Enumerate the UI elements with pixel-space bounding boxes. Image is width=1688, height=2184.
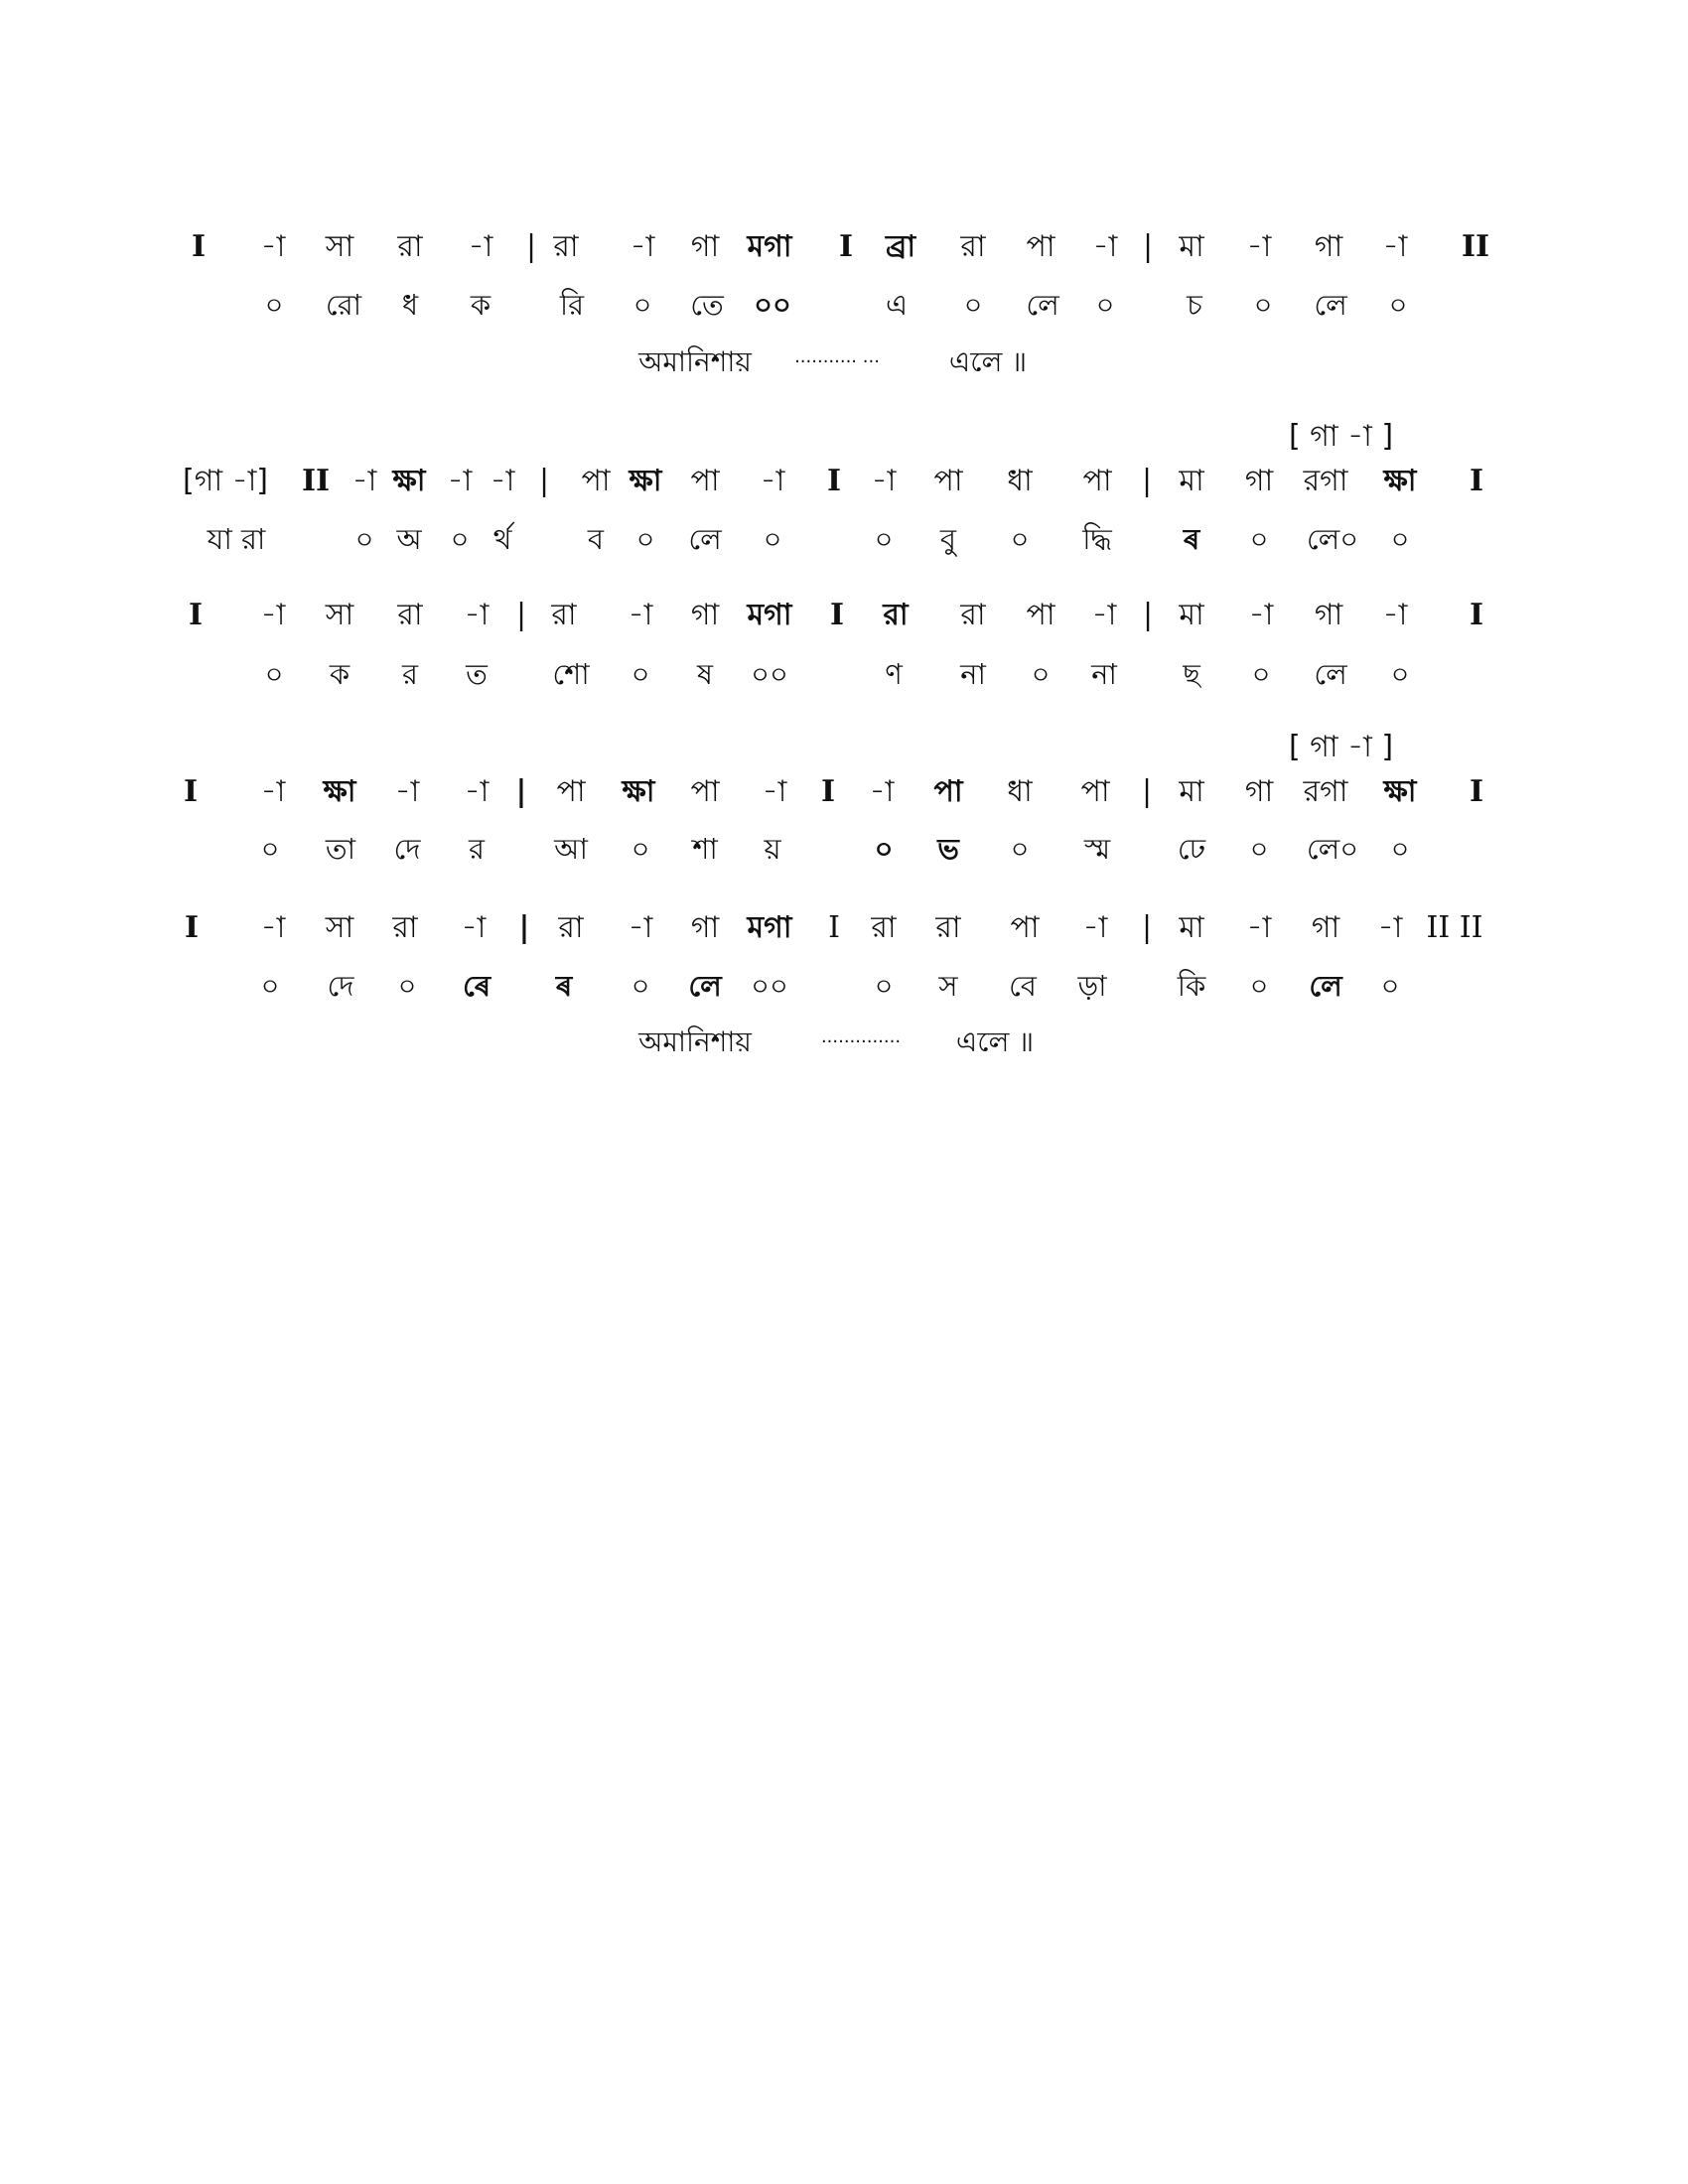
syllable: শো [552,657,590,691]
syllable: ০ [1249,969,1269,1003]
swara: -া [468,229,493,264]
syllable: ভ [937,832,959,866]
lyric-line-3 [0,649,1688,699]
swara: -া [869,774,895,809]
beat-divider: | [515,774,527,809]
swara: -া [260,598,286,632]
swara: রা [883,598,909,632]
syllable: ০ [1253,288,1273,322]
lyric-line-2 [0,514,1688,564]
bar-line: I [1469,598,1484,632]
syllable: ০ [450,522,470,556]
swara: -া [447,464,473,498]
swara: রগা [1303,464,1348,498]
swara: পা [1026,598,1055,632]
syllable: ০ [260,832,280,866]
swara: -া [628,910,653,945]
swara: -া [260,229,286,264]
swara: মা [1179,774,1204,809]
swara: গা [690,910,720,945]
syllable: ০ [631,969,650,1003]
swara: রা [935,910,961,945]
swara: -া [762,774,787,809]
swara: রা [397,229,423,264]
refrain-line-1 [0,338,1688,387]
beat-divider: | [1141,774,1153,809]
beat-divider: | [515,598,527,632]
syllable: দে [393,832,421,866]
syllable: ০ [354,522,374,556]
bar-line-double: II [301,464,331,498]
bar-line: I [1469,464,1484,498]
syllable: ০ [397,969,417,1003]
swara: -া [1248,598,1274,632]
alternate-note-bracket: [ গা -া ] [1289,419,1394,454]
swara: ক্ষা [629,464,662,498]
syllable: ০ [1380,969,1400,1003]
syllable: না [1091,657,1117,691]
syllable: ০ [874,969,894,1003]
syllable: শা [692,832,718,866]
beat-divider: | [1141,910,1153,945]
swara: সা [325,910,354,945]
syllable: ০ [763,522,782,556]
syllable: যা রা [207,522,266,556]
notation-line-1 [0,222,1688,272]
swara: -া [1246,229,1272,264]
syllable: লে [1309,969,1342,1003]
swara: গা [1311,910,1340,945]
bar-line: I [828,910,840,945]
swara: গা [690,598,720,632]
syllable: দে [327,969,354,1003]
syllable: এ [885,288,909,322]
syllable: ৰ [1183,522,1200,556]
lyric-line-5 [0,961,1688,1011]
swara: -া [630,229,655,264]
bar-line: I [183,774,199,809]
swara: সা [325,229,354,264]
syllable: ৰ [555,969,573,1003]
refrain-end: এলে ॥ [955,1025,1035,1058]
swara: -া [1091,598,1117,632]
syllable: ০ [1249,832,1269,866]
swara: গা [690,229,720,264]
swara: -া [1246,910,1272,945]
swara: ক্ষা [392,464,426,498]
beat-divider: | [1142,229,1154,264]
syllable: কি [1177,969,1206,1003]
swara: -া [394,774,420,809]
swara: মগা [747,910,792,945]
swara: -া [1092,229,1118,264]
syllable: ক [470,288,492,322]
beat-divider: | [538,464,550,498]
beat-divider: | [1142,598,1154,632]
swara: মা [1179,598,1204,632]
swara: -া [1382,229,1408,264]
syllable: লে [1026,288,1059,322]
syllable: বে [1009,969,1037,1003]
swara: পা [933,464,963,498]
syllable: ০ [1390,832,1410,866]
beat-divider: | [518,910,530,945]
syllable: ০ [1251,657,1271,691]
swara: -া [352,464,377,498]
swara: ধা [1007,464,1033,498]
syllable: স্ম [1083,832,1111,866]
syllable: লে [1314,288,1347,322]
syllable: ক [329,657,351,691]
syllable: ০ [874,522,894,556]
refrain-line-2 [0,1018,1688,1067]
swara: রা [960,229,986,264]
refrain-dots: ··········· ··· [794,351,880,372]
syllable: ০ [631,657,650,691]
bar-line: I [191,229,207,264]
syllable: বু [939,522,957,556]
syllable: ০ [1390,522,1410,556]
syllable: ০ [1249,522,1269,556]
syllable: লে [688,522,722,556]
syllable: য় [764,832,781,866]
syllable: ঢে [1177,832,1206,866]
swara: মা [1179,464,1204,498]
syllable: লে০ [1306,522,1359,556]
swara: -া [760,464,785,498]
swara: পা [556,774,586,809]
syllable: র [469,832,485,866]
notation-line-4 [0,767,1688,817]
syllable: ০ [1388,288,1408,322]
bar-line: I [826,464,842,498]
swara: রা [553,229,579,264]
syllable: ০ [260,969,280,1003]
lyric-line-1 [0,280,1688,330]
swara: ক্ষা [323,774,356,809]
swara: রা [558,910,584,945]
syllable: র্থ [492,522,512,556]
syllable: আ [554,832,588,866]
syllable: ছ [1183,657,1200,691]
swara: পা [690,774,720,809]
swara: -া [260,774,286,809]
swara: মা [1179,910,1204,945]
swara: -া [1082,910,1108,945]
swara: -া [464,598,490,632]
syllable: ০ [1095,288,1115,322]
swara: পা [581,464,611,498]
swara: ধা [1007,774,1033,809]
swara: মগা [747,229,792,264]
bar-line: I [838,229,854,264]
swara: মগা [747,598,792,632]
swara: রা [960,598,986,632]
swara: -া [871,464,897,498]
swara: রগা [1303,774,1348,809]
swara: রা [392,910,418,945]
syllable: ০ [1010,832,1030,866]
syllable: দ্ধি [1082,522,1112,556]
swara: পা [690,464,720,498]
syllable: ড়া [1077,969,1107,1003]
bar-line: I [829,598,845,632]
swara: রা [551,598,577,632]
refrain-end: এলে ॥ [948,345,1028,378]
syllable: ণ [885,657,903,691]
syllable: ত [466,657,488,691]
swara: পা [1082,464,1112,498]
syllable: না [960,657,986,691]
syllable: তা [325,832,356,866]
syllable: ষ [697,657,713,691]
syllable: ০ [264,288,284,322]
syllable: ০ [1010,522,1030,556]
swara: -া [260,910,286,945]
notation-line-5 [0,903,1688,953]
syllable: চ [1187,288,1202,322]
syllable: তে [690,288,724,322]
beat-divider: | [1141,464,1153,498]
bar-line-double: II [1461,229,1490,264]
syllable: লে০ [1306,832,1359,866]
syllable: অ [396,522,422,556]
swara: -া [628,598,653,632]
bar-line: I [820,774,836,809]
swara: রা [871,910,897,945]
notation-line-3 [0,591,1688,640]
swara: মা [1179,229,1204,264]
swara: -া [464,774,490,809]
syllable: লে [688,969,722,1003]
syllable: ০ [633,288,652,322]
swara: পা [933,774,963,809]
final-bar-line: II II [1426,910,1483,945]
swara: ক্ষা [622,774,655,809]
syllable: রো [325,288,362,322]
syllable: ০ [1390,657,1410,691]
syllable: ৰে [462,969,492,1003]
bar-line: I [188,598,204,632]
swara: রা [397,598,423,632]
beat-divider: | [525,229,537,264]
syllable: র [402,657,418,691]
swara: পা [1080,774,1110,809]
syllable: ০ [635,522,655,556]
refrain-dots: ·············· [820,1031,902,1052]
syllable: ০ [1031,657,1051,691]
syllable: ব [587,522,605,556]
refrain-start: অমানিশায় [638,1025,752,1058]
syllable: ০ [963,288,983,322]
swara: -া [461,910,487,945]
syllable: ০ [631,832,650,866]
syllable: ০০ [751,969,788,1003]
swara: -া [1377,910,1403,945]
lyric-line-4 [0,824,1688,874]
swara: গা [1314,229,1343,264]
syllable: লে [1314,657,1347,691]
swara: -া [490,464,515,498]
swara: সা [325,598,354,632]
syllable: স [938,969,958,1003]
refrain-start: অমানিশায় [638,345,752,378]
syllable: ০ [264,657,284,691]
alternate-notes: [গা -া] [182,464,269,498]
swara: পা [1026,229,1055,264]
syllable: ধ [401,288,419,322]
swara: ক্ষা [1383,774,1417,809]
notation-line-2 [0,457,1688,506]
alternate-note-bracket: [ গা -া ] [1289,730,1394,764]
bar-line: I [1469,774,1484,809]
swara: পা [1010,910,1040,945]
swara: গা [1244,774,1274,809]
swara: ক্ষা [1383,464,1417,498]
syllable: ০০ [751,657,788,691]
syllable: রি [559,288,585,322]
bar-line: I [184,910,200,945]
swara: -া [1382,598,1408,632]
swara: গা [1244,464,1274,498]
swara: ব্রা [885,229,916,264]
swara: গা [1314,598,1343,632]
syllable: ০০ [754,288,791,322]
syllable: ০ [874,832,894,866]
